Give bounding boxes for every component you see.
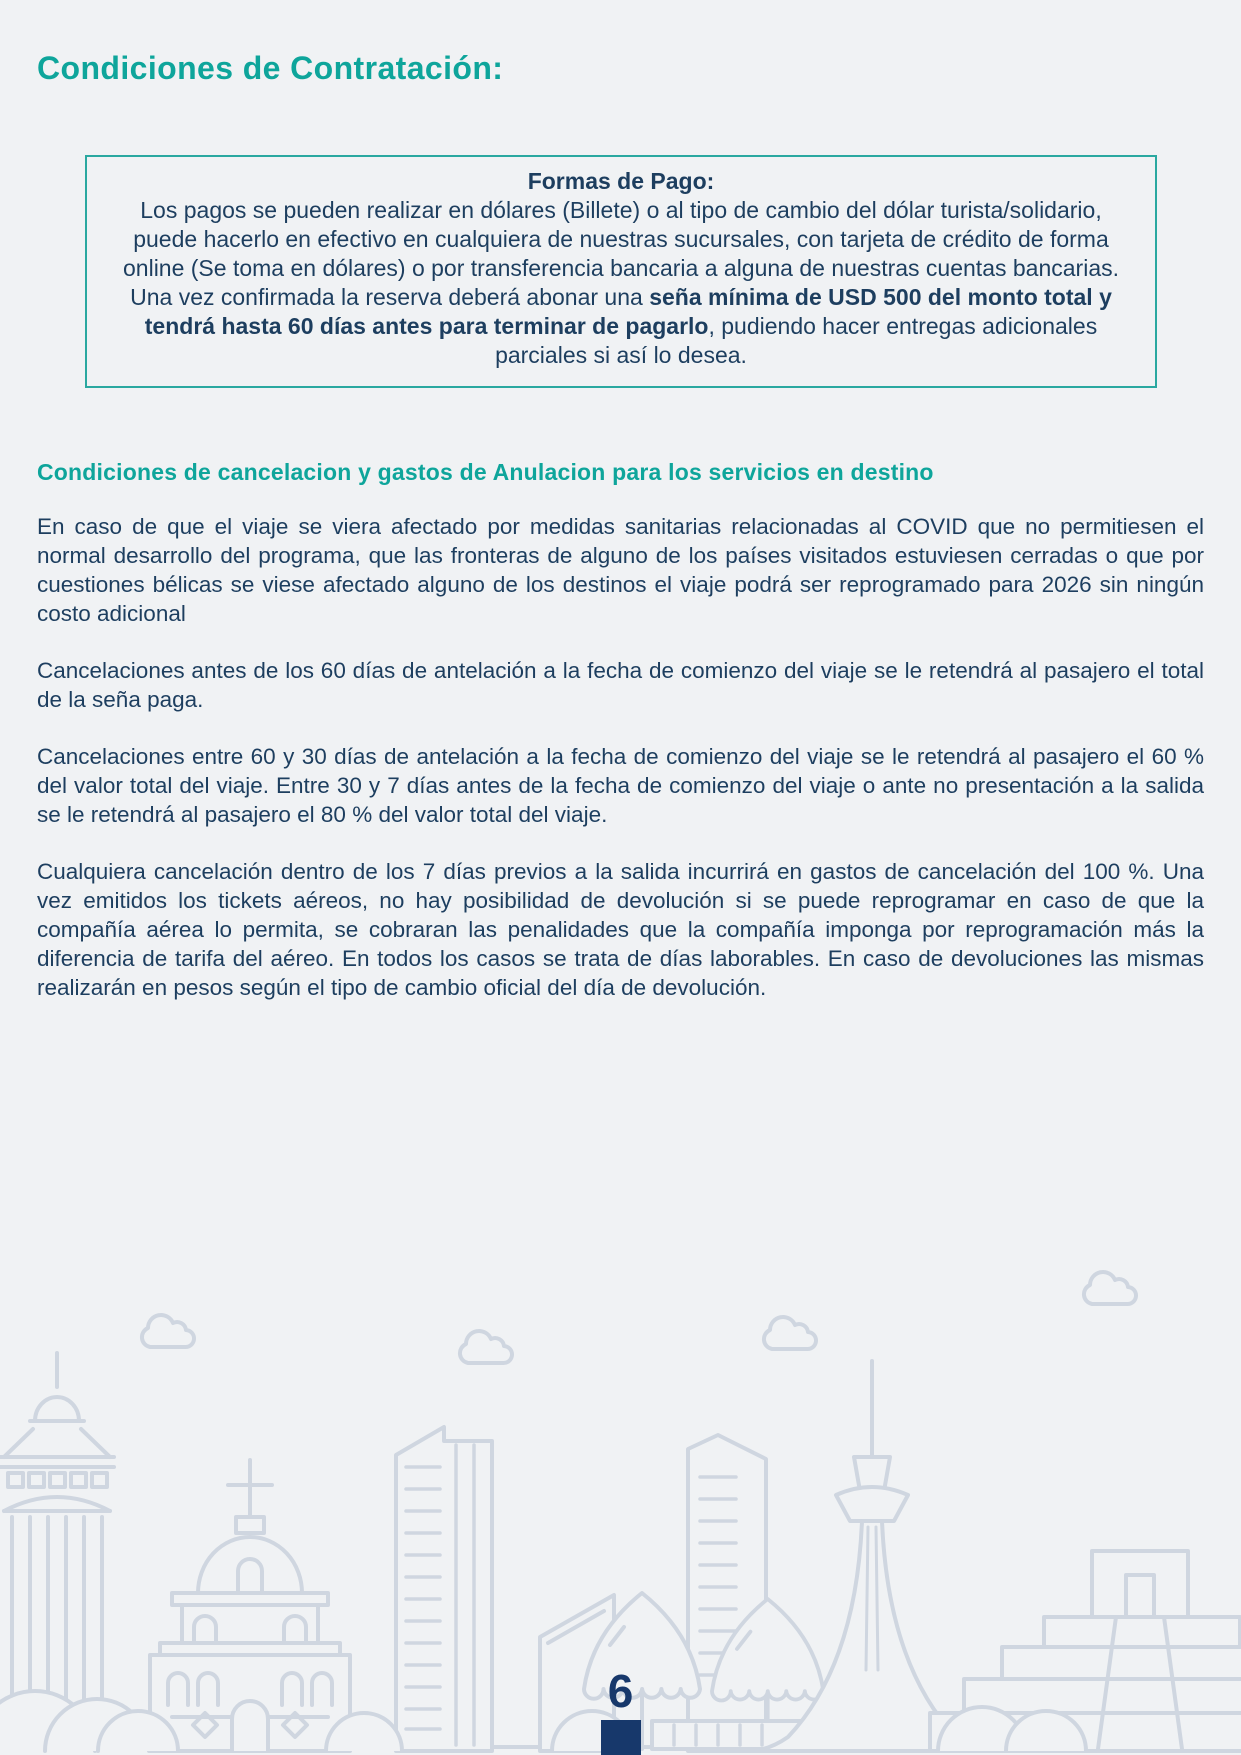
paragraph-cancel-60-days: Cancelaciones antes de los 60 días de antelación a la fecha de comienzo del viaje se le retendrá al pasajero el total de la seña paga.	[37, 658, 1204, 712]
payment-box-text-after: , pudiendo hacer entregas adicionales parciales si así lo desea.	[495, 313, 1098, 368]
payment-box-heading: Formas de Pago:	[527, 168, 715, 194]
page-title: Condiciones de Contratación:	[37, 50, 504, 86]
cloud-icon	[142, 1315, 194, 1347]
paragraph-cancel-7-days: Cualquiera cancelación dentro de los 7 días previos a la salida incurrirá en gastos de cancelación del 100 %. Una vez emitidos los tickets aéreos, no hay posibilidad de devolución si se puede reprogramar en caso de que la compañía aérea lo permita, se cobraran las penalidades que la compañía imponga por reprogramación más la diferencia de tarifa del aéreo. En todos los casos se trata de días laborables. En caso de devoluciones las mismas realizarán en pesos según el tipo de cambio oficial del día de devolución.	[37, 859, 1204, 1000]
cloud-icon	[460, 1331, 512, 1363]
payment-terms-box	[85, 155, 1157, 388]
cloud-icon	[764, 1317, 816, 1349]
city-skyline-illustration	[0, 1125, 1241, 1755]
page-number: 6	[607, 1665, 634, 1717]
cancellation-paragraphs	[37, 512, 1204, 1030]
payment-box-text-before: Los pagos se pueden realizar en dólares (Billete) o al tipo de cambio del dólar turista/solidario, puede hacerlo en efectivo en cualquiera de nuestras sucursales, con tarjeta de crédito de forma online (Se toma en dólares) o por transferencia bancaria a alguna de nuestras cuentas bancarias. Una vez confirmada la reserva deberá abonar una	[123, 197, 1119, 310]
payment-box-body	[123, 196, 1119, 370]
paragraph-cancel-60-30-days: Cancelaciones entre 60 y 30 días de antelación a la fecha de comienzo del viaje se le retendrá al pasajero el 60 % del valor total del viaje. Entre 30 y 7 días antes de la fecha de comienzo del viaje o ante no presentación a la salida se le retendrá al pasajero el 80 % del valor total del viaje.	[37, 744, 1204, 827]
page-number-marker	[601, 1720, 641, 1755]
cloud-icon	[1084, 1272, 1136, 1304]
cancellation-heading: Condiciones de cancelacion y gastos de Anulacion para los servicios en destino	[37, 459, 934, 485]
paragraph-covid-reprogramming: En caso de que el viaje se viera afectado por medidas sanitarias relacionadas al COVID que no permitiesen el normal desarrollo del programa, que las fronteras de alguno de los países visitados estuviesen cerradas o que por cuestiones bélicas se viese afectado alguno de los destinos el viaje podrá ser reprogramado para 2026 sin ningún costo adicional	[37, 514, 1204, 626]
payment-box-text-bold: seña mínima de USD 500 del monto total y tendrá hasta 60 días antes para terminar de pagarlo	[144, 284, 1112, 339]
